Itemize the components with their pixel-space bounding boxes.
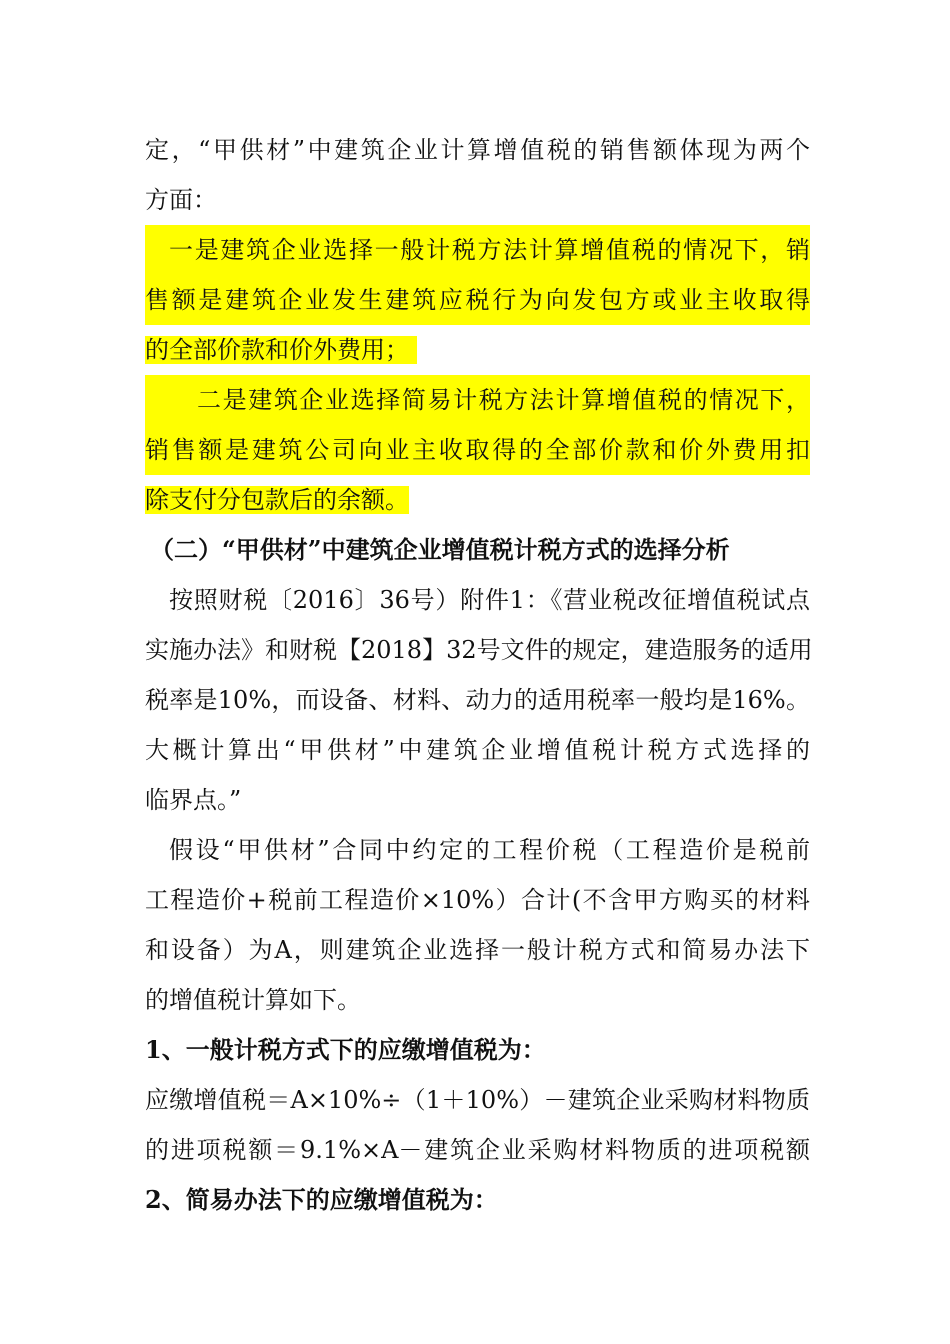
highlighted-line-wrapper: [145, 475, 810, 525]
text-line: 税率是10%，而设备、材料、动力的适用税率一般均是16%。: [145, 686, 810, 714]
formula-line: 的进项税额＝9.1%×A－建筑企业采购材料物质的进项税额: [145, 1136, 810, 1164]
highlighted-line: 一是建筑企业选择一般计税方法计算增值税的情况下，销: [145, 225, 810, 275]
text-line: 的增值税计算如下。: [145, 986, 361, 1014]
text-line: 定，“甲供材”中建筑企业计算增值税的销售额体现为两个: [145, 136, 810, 164]
text-line: 和设备）为A，则建筑企业选择一般计税方式和简易办法下: [145, 936, 810, 964]
text-line: 按照财税〔2016〕36号）附件1：《营业税改征增值税试点: [169, 586, 810, 614]
heading-text: 2、简易办法下的应缴增值税为：: [145, 1185, 498, 1214]
heading-text: 1、一般计税方式下的应缴增值税为：: [145, 1035, 546, 1064]
highlighted-line: 除支付分包款后的余额。: [145, 486, 409, 514]
text-line: 方面：: [145, 186, 217, 214]
paragraph-assumption: [145, 825, 810, 1025]
highlighted-line: 的全部价款和价外费用；: [145, 336, 409, 364]
highlighted-line: 售额是建筑企业发生建筑应税行为向发包方或业主收取得: [145, 275, 810, 325]
paragraph-simple-method: [145, 375, 810, 525]
highlighted-line-wrapper: [145, 325, 810, 375]
heading-text: （二）“甲供材”中建筑企业增值税计税方式的选择分析: [150, 535, 730, 564]
section-heading: [150, 525, 815, 575]
text-line: 工程造价+税前工程造价×10%）合计(不含甲方购买的材料: [145, 886, 810, 914]
paragraph-general-method: [145, 225, 810, 375]
highlighted-line: 二是建筑企业选择简易计税方法计算增值税的情况下，: [145, 375, 810, 425]
formula-line: 应缴增值税＝A×10%÷（1＋10%）－建筑企业采购材料物质: [145, 1086, 810, 1114]
formula-block: [145, 1075, 810, 1175]
text-line: 大概计算出“甲供材”中建筑企业增值税计税方式选择的: [145, 736, 810, 764]
text-line: 实施办法》和财税【2018】32号文件的规定，建造服务的适用: [145, 636, 813, 664]
subsection-heading-general: [145, 1025, 810, 1075]
text-line: 临界点。”: [145, 786, 242, 814]
subsection-heading-simple: [145, 1175, 810, 1225]
paragraph-tax-rates: [145, 575, 813, 825]
paragraph-intro: [145, 125, 810, 225]
highlighted-line: 销售额是建筑公司向业主收取得的全部价款和价外费用扣: [145, 425, 810, 475]
text-line: 假设“甲供材”合同中约定的工程价税（工程造价是税前: [169, 836, 810, 864]
